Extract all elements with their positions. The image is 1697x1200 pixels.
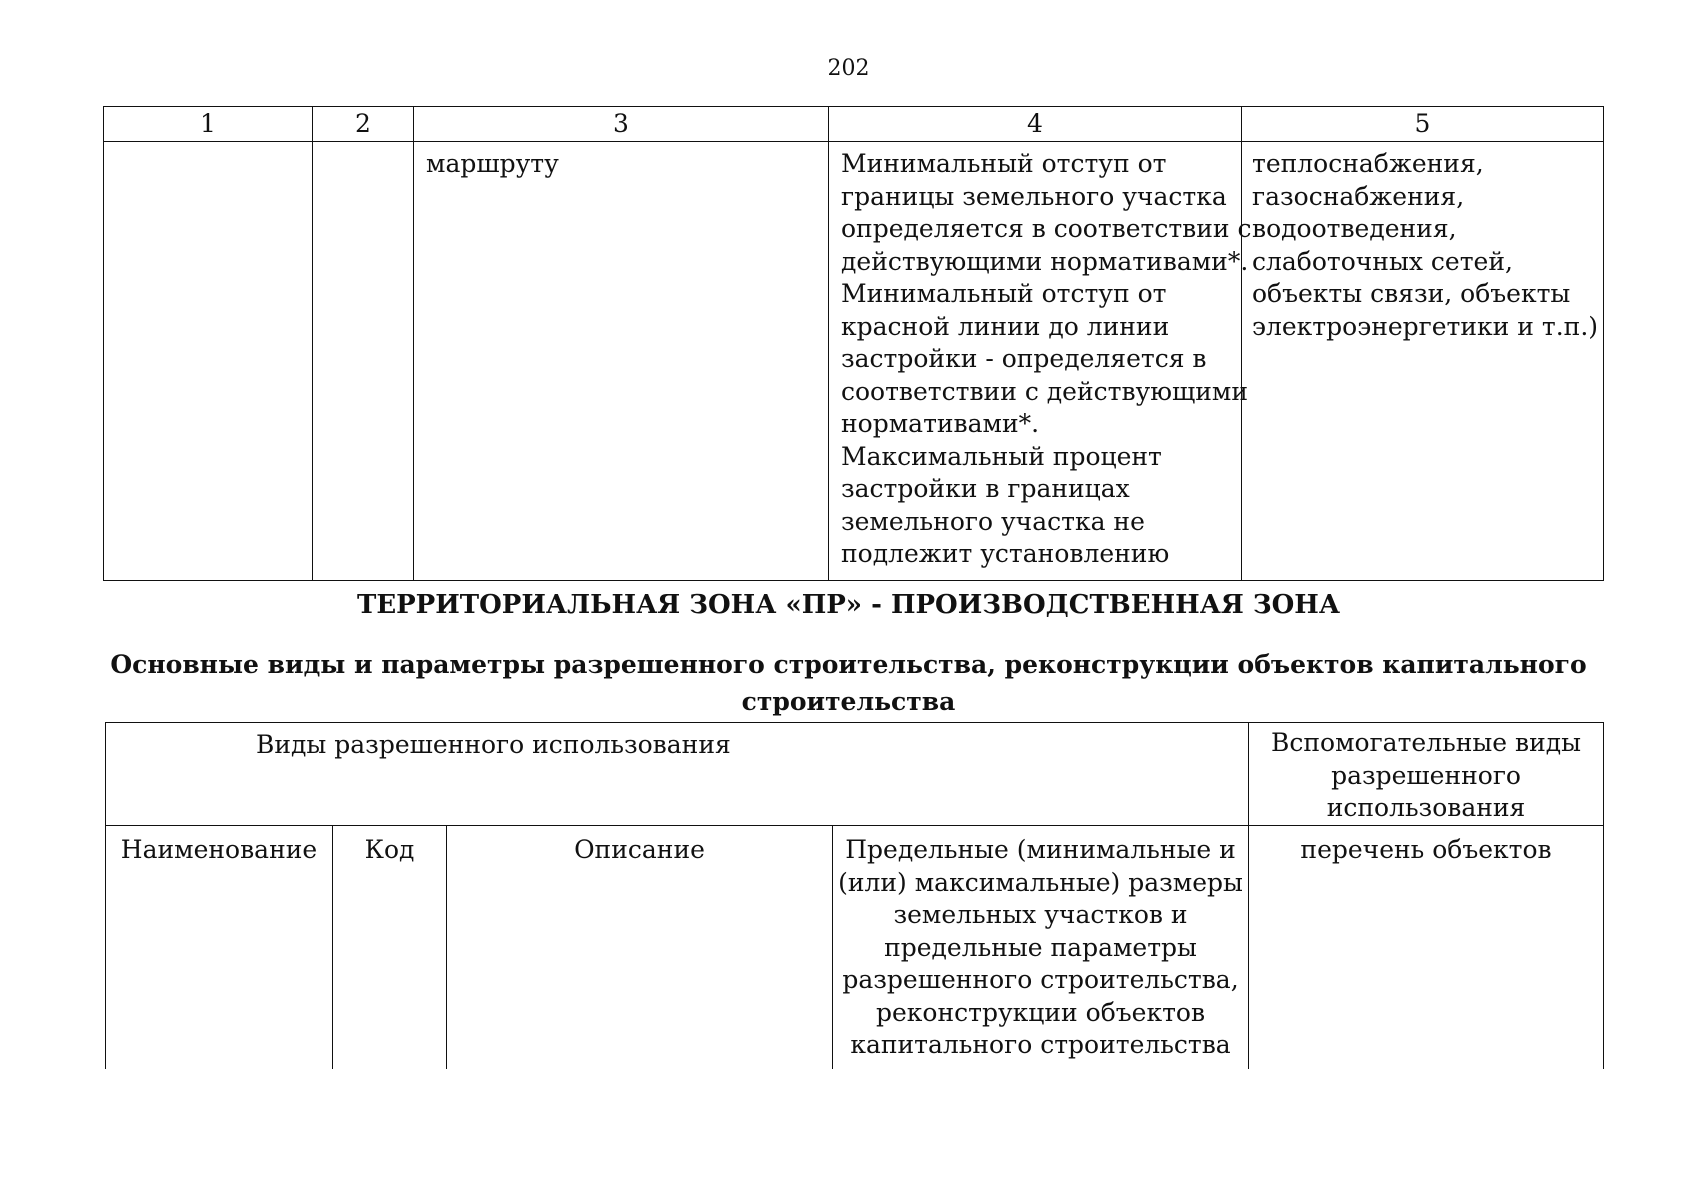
auxiliary-line: газоснабжения, (1252, 181, 1465, 211)
parameters-line: застройки в границах (841, 474, 1130, 503)
auxiliary-uses-header-line: Вспомогательные виды (1270, 728, 1582, 757)
description-header: Описание (447, 826, 833, 1070)
section-title-line: строительства (741, 687, 956, 716)
auxiliary-line: электроэнергетики и т.п.) (1252, 311, 1599, 341)
parameters-line: действующими нормативами*. (841, 246, 1249, 276)
limits-header (833, 826, 1249, 1070)
code-header: Код (333, 826, 447, 1070)
cell-auxiliary (1242, 142, 1604, 581)
parameters-line: соответствии с действующими (841, 376, 1249, 406)
parameters-line: красной линии до линии (841, 311, 1170, 341)
limits-header-line: реконструкции объектов (875, 997, 1206, 1027)
table-header-row (106, 723, 1604, 826)
parameters-line: земельного участка не (841, 506, 1145, 536)
cell-name (104, 142, 313, 581)
section-title (0, 646, 1697, 720)
limits-header-line: Предельные (минимальные и (845, 835, 1236, 864)
permitted-uses-header: Виды разрешенного использования (106, 723, 1249, 826)
table-row (104, 142, 1604, 581)
column-number-4: 4 (829, 107, 1242, 142)
parameters-line: застройки - определяется в (841, 344, 1207, 373)
limits-header-line: разрешенного строительства, (842, 965, 1239, 994)
zone-title: ТЕРРИТОРИАЛЬНАЯ ЗОНА «ПР» - ПРОИЗВОДСТВЕННАЯ ЗОНА (356, 590, 1341, 620)
page-number: 202 (827, 56, 870, 81)
parameters-line: Минимальный отступ от (841, 149, 1167, 178)
column-number-3: 3 (414, 107, 829, 142)
objects-header: перечень объектов (1249, 826, 1604, 1070)
limits-header-line: земельных участков и (893, 900, 1188, 929)
limits-header-line: (или) максимальные) размеры (838, 867, 1243, 897)
column-number-2: 2 (313, 107, 414, 142)
auxiliary-line: водоотведения, (1252, 214, 1457, 243)
parameters-line: Минимальный отступ от (841, 279, 1167, 308)
table-header-row (104, 107, 1604, 142)
auxiliary-uses-header-line: использования (1326, 793, 1526, 822)
column-number-5: 5 (1242, 107, 1604, 142)
parameters-line: нормативами*. (841, 409, 1040, 438)
limits-header-line: капитального строительства (850, 1030, 1231, 1059)
parameters-line: Максимальный процент (841, 441, 1162, 471)
continued-table (103, 106, 1604, 581)
auxiliary-uses-header-line: разрешенного (1331, 760, 1521, 790)
auxiliary-line: теплоснабжения, (1252, 149, 1484, 178)
cell-code (313, 142, 414, 581)
auxiliary-uses-header (1249, 723, 1604, 826)
parameters-line: подлежит установлению (841, 539, 1170, 568)
limits-header-line: предельные параметры (884, 932, 1197, 962)
permitted-uses-table (105, 722, 1604, 1069)
cell-parameters (829, 142, 1252, 581)
parameters-line: границы земельного участка (841, 181, 1227, 211)
auxiliary-line: объекты связи, объекты (1252, 279, 1571, 308)
auxiliary-line: слаботочных сетей, (1252, 246, 1513, 276)
parameters-line: определяется в соответствии с (841, 214, 1252, 243)
name-header: Наименование (106, 826, 333, 1070)
column-number-1: 1 (104, 107, 313, 142)
table-subheader-row (106, 826, 1604, 1070)
cell-description: маршруту (414, 142, 829, 581)
section-title-line: Основные виды и параметры разрешенного строительства, реконструкции объектов капитального (110, 650, 1587, 679)
